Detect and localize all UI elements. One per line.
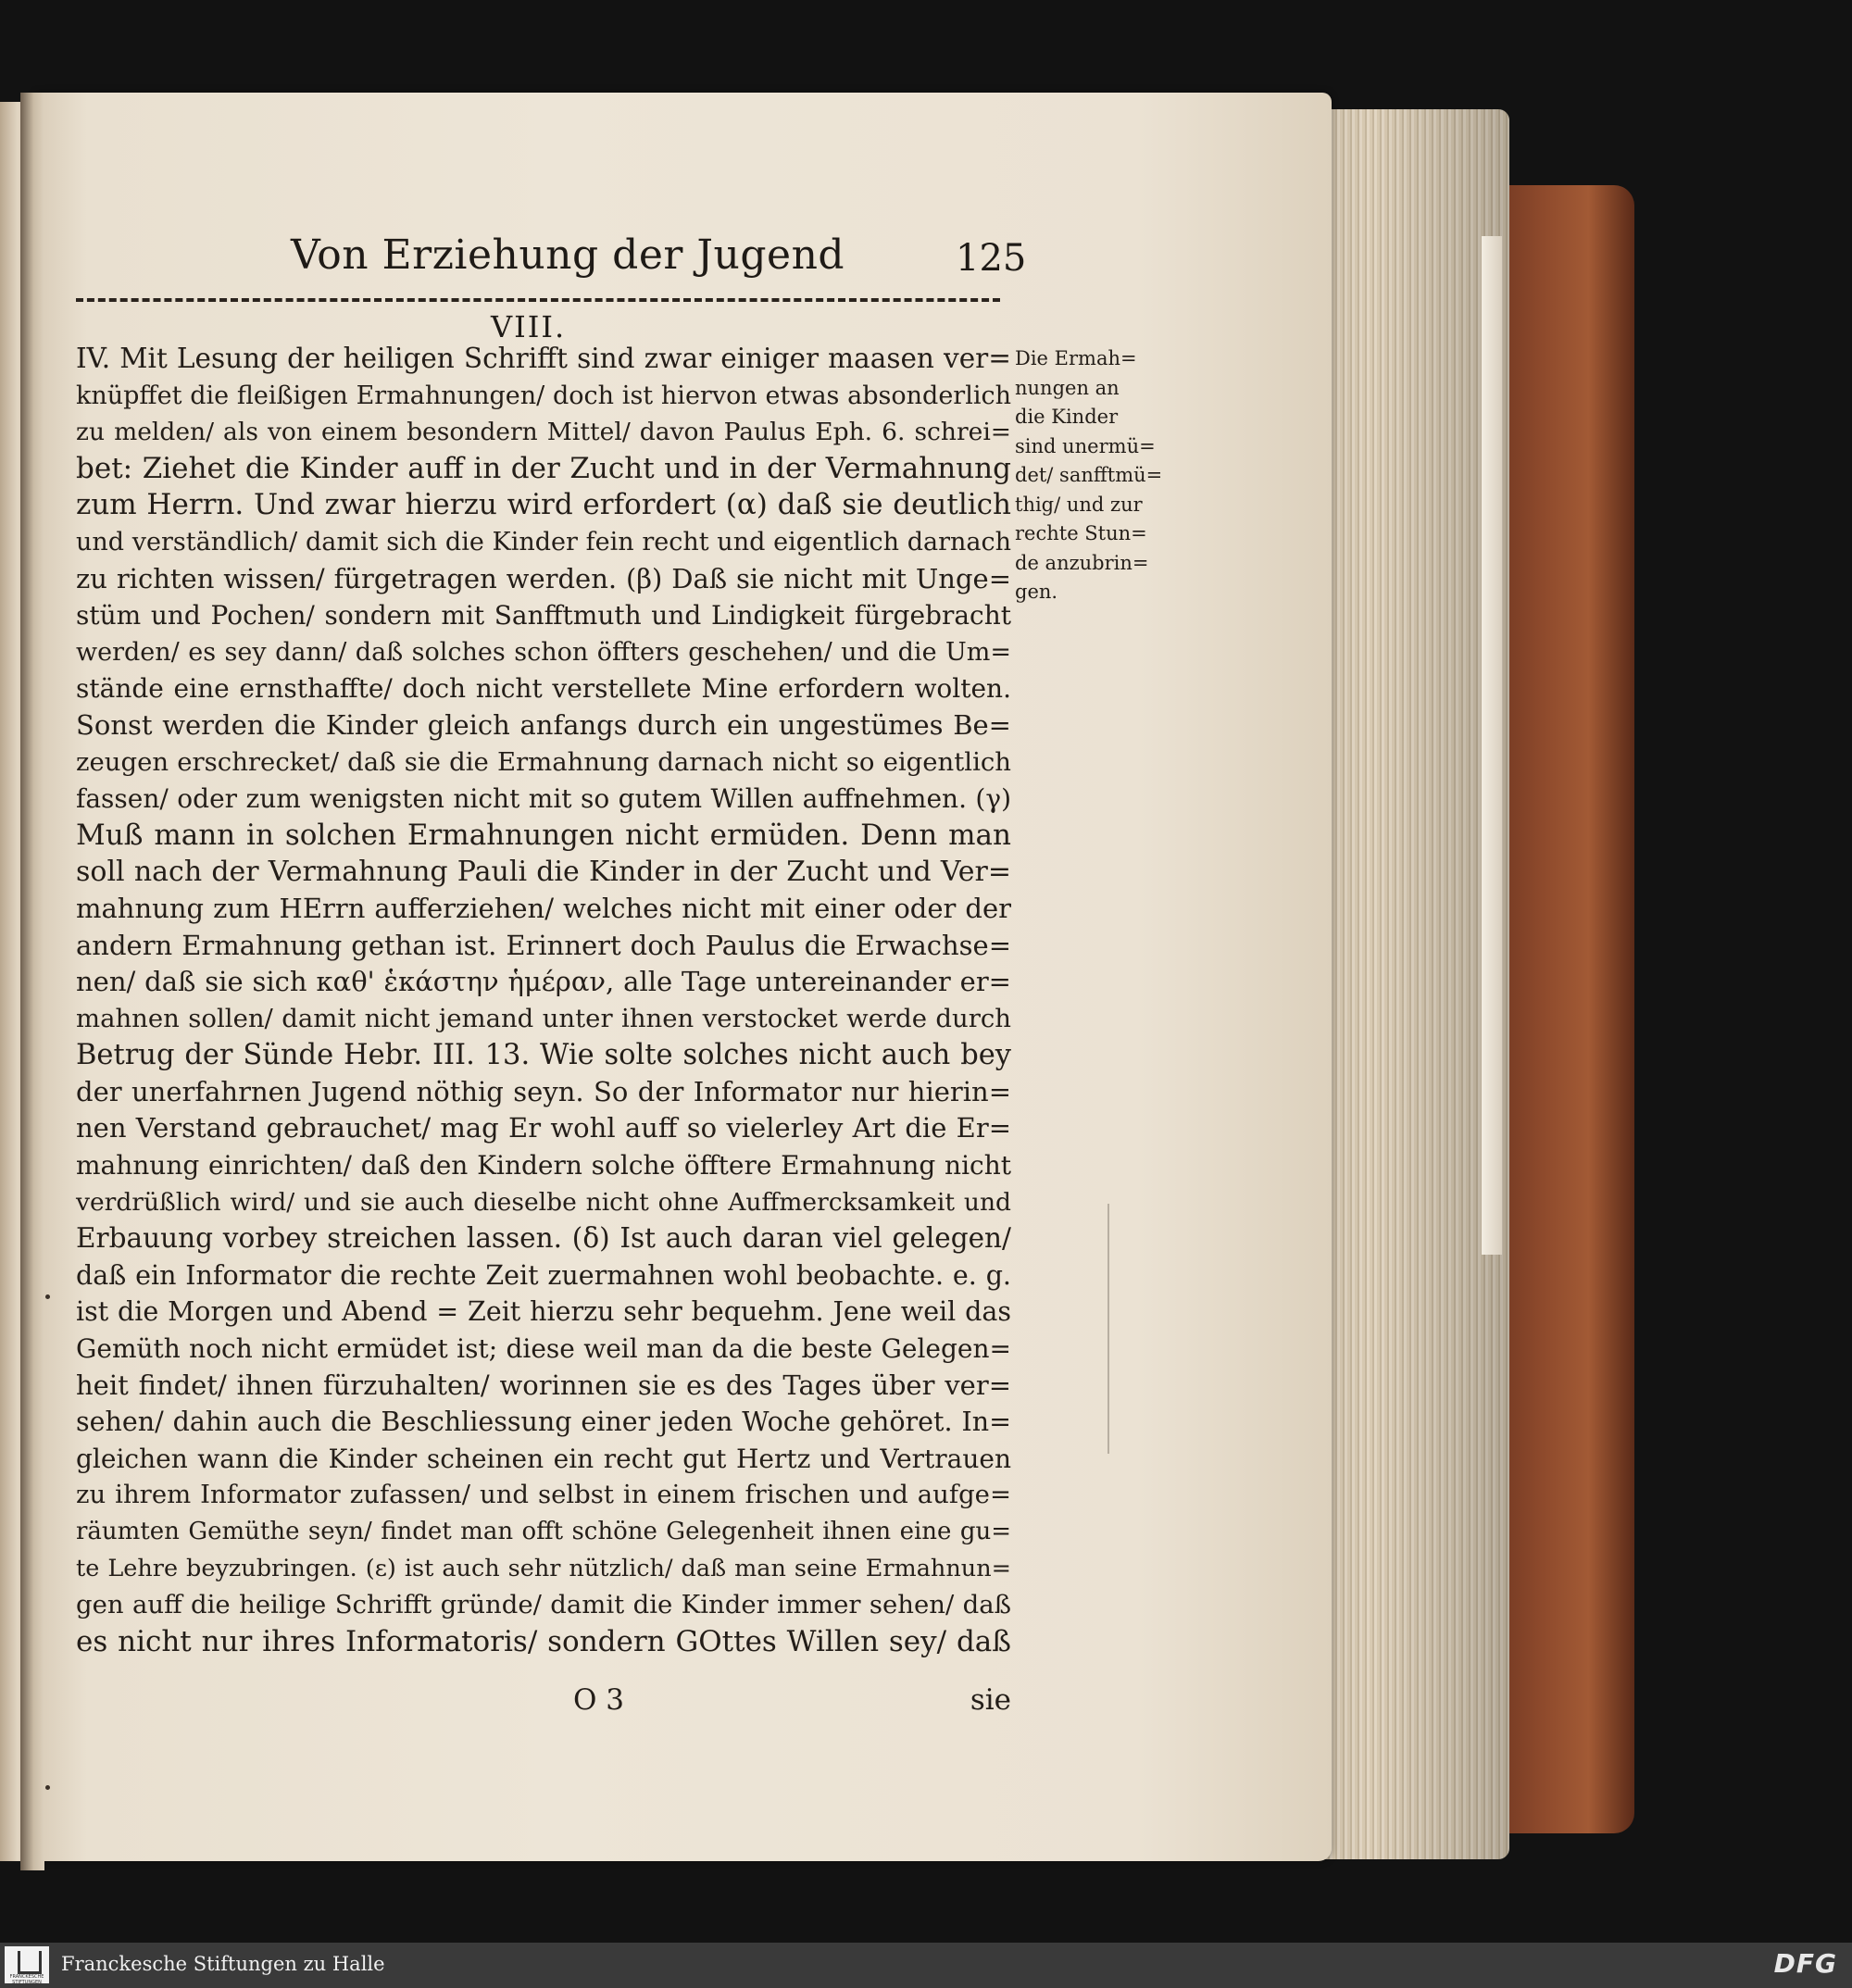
margin-note-line: nungen an — [1015, 376, 1120, 399]
text-line: Muß mann in solchen Ermahnungen nicht ermüden. Denn man — [76, 818, 1011, 852]
text-line: es nicht nur ihres Informatoris/ sondern GOttes Willen sey/ daß — [76, 1624, 1011, 1658]
text-line: und verständlich/ damit sich die Kinder fein recht und eigentlich darnach — [76, 527, 1011, 556]
page-number: 125 — [956, 237, 1027, 280]
text-line: daß ein Informator die rechte Zeit zuermahnen wohl beobachte. e. g. — [76, 1259, 1011, 1291]
text-line: nen Verstand gebrauchet/ mag Er wohl auff so vielerley Art die Er= — [76, 1112, 1011, 1144]
page-block-shade — [1310, 109, 1509, 1859]
margin-note-line: sind unermü= — [1015, 434, 1156, 457]
text-line: mahnen sollen/ damit nicht jemand unter ihnen verstocket werde durch — [76, 1003, 1011, 1033]
institution-name[interactable]: Franckesche Stiftungen zu Halle — [61, 1953, 385, 1975]
text-line: IV. Mit Lesung der heiligen Schrifft sind zwar einiger maasen ver= — [76, 343, 1011, 374]
institution-logo-icon[interactable] — [5, 1946, 49, 1983]
margin-note-line: gen. — [1015, 581, 1058, 603]
margin-note-line: de anzubrin= — [1015, 551, 1149, 574]
text-line: sehen/ dahin auch die Beschliessung einer jeden Woche gehöret. In= — [76, 1407, 1011, 1438]
text-line: zu melden/ als von einem besondern Mittel/ davon Paulus Eph. 6. schrei= — [76, 418, 1011, 447]
text-line: räumten Gemüthe seyn/ findet man offt schöne Gelegenheit ihnen eine gu= — [76, 1518, 1011, 1545]
pencil-mark — [1107, 1204, 1109, 1454]
ink-spot — [45, 1294, 50, 1299]
text-line: te Lehre beyzubringen. (ε) ist auch sehr nützlich/ daß man seine Ermahnun= — [76, 1554, 1011, 1582]
text-line: zu richten wissen/ fürgetragen werden. (β) Daß sie nicht mit Unge= — [76, 562, 1011, 594]
text-line: Sonst werden die Kinder gleich anfangs durch ein ungestümes Be= — [76, 708, 1011, 741]
running-head: Von Erziehung der Jugend — [291, 231, 845, 279]
page-edge-highlight — [1482, 236, 1502, 1255]
text-line: werden/ es sey dann/ daß solches schon öffters geschehen/ und die Um= — [76, 637, 1011, 667]
text-line: stände eine ernsthaffte/ doch nicht verstellete Mine erfordern wolten. — [76, 673, 1011, 705]
signature-mark: O 3 — [573, 1683, 624, 1717]
logo-shape-icon — [18, 1951, 42, 1974]
book-gutter — [20, 93, 44, 1870]
viewer-footer-bar — [0, 1943, 1852, 1988]
text-line: mahnung zum HErrn aufferziehen/ welches nicht mit einer oder der — [76, 892, 1011, 924]
text-line: nen/ daß sie sich καθ' ἑκάστην ἡμέραν, alle Tage untereinander er= — [76, 966, 1011, 998]
text-line: knüpffet die fleißigen Ermahnungen/ doch ist hiervon etwas absonderlich — [76, 381, 1011, 410]
margin-note-line: Die Ermah= — [1015, 347, 1137, 369]
margin-note-line: rechte Stun= — [1015, 522, 1147, 544]
text-line: zu ihrem Informator zufassen/ und selbst in einem frischen und aufge= — [76, 1480, 1011, 1510]
text-line: Gemüth noch nicht ermüdet ist; diese weil man da die beste Gelegen= — [76, 1333, 1011, 1365]
text-line: stüm und Pochen/ sondern mit Sanfftmuth und Lindigkeit fürgebracht — [76, 600, 1011, 631]
text-line: der unerfahrnen Jugend nöthig seyn. So der Informator nur hierin= — [76, 1075, 1011, 1107]
text-line: Betrug der Sünde Hebr. III. 13. Wie solte solches nicht auch bey — [76, 1039, 1011, 1072]
text-line: ist die Morgen und Abend = Zeit hierzu sehr bequehm. Jene weil das — [76, 1296, 1011, 1328]
text-line: verdrüßlich wird/ und sie auch dieselbe nicht ohne Auffmercksamkeit und — [76, 1187, 1011, 1217]
text-line: fassen/ oder zum wenigsten nicht mit so gutem Willen auffnehmen. (γ) — [76, 783, 1011, 815]
margin-note-line: det/ sanfftmü= — [1015, 464, 1163, 486]
section-number: VIII. — [491, 309, 567, 344]
text-line: zum Herrn. Und zwar hierzu wird erfordert (α) daß sie deutlich — [76, 488, 1011, 522]
text-line: bet: Ziehet die Kinder auff in der Zucht und in der Vermahnung — [76, 451, 1011, 485]
dfg-logo[interactable]: DFG — [1773, 1948, 1837, 1979]
text-line: soll nach der Vermahnung Pauli die Kinder in der Zucht und Ver= — [76, 856, 1011, 889]
text-line: mahnung einrichten/ daß den Kindern solche öfftere Ermahnung nicht — [76, 1150, 1011, 1182]
page-footer — [76, 1683, 1011, 1724]
text-line: heit findet/ ihnen fürzuhalten/ worinnen sie es des Tages über ver= — [76, 1369, 1011, 1401]
text-line: Erbauung vorbey streichen lassen. (δ) Ist auch daran viel gelegen/ — [76, 1222, 1011, 1255]
text-line: gleichen wann die Kinder scheinen ein recht gut Hertz und Vertrauen — [76, 1443, 1011, 1474]
text-line: gen auff die heilige Schrifft gründe/ damit die Kinder immer sehen/ daß — [76, 1590, 1011, 1620]
catchword: sie — [970, 1683, 1011, 1717]
page-header — [76, 231, 1027, 287]
body-text — [76, 341, 1011, 1660]
margin-note — [1015, 344, 1172, 607]
header-rule — [76, 298, 1000, 302]
text-line: zeugen erschrecket/ daß sie die Ermahnung darnach nicht so eigentlich — [76, 746, 1011, 777]
margin-note-line: die Kinder — [1015, 406, 1119, 428]
text-line: andern Ermahnung gethan ist. Erinnert doch Paulus die Erwachse= — [76, 929, 1011, 961]
ink-spot — [45, 1785, 50, 1790]
margin-note-line: thig/ und zur — [1015, 493, 1143, 516]
logo-text: FRANCKESCHE STIFTUNGEN — [9, 1974, 44, 1985]
